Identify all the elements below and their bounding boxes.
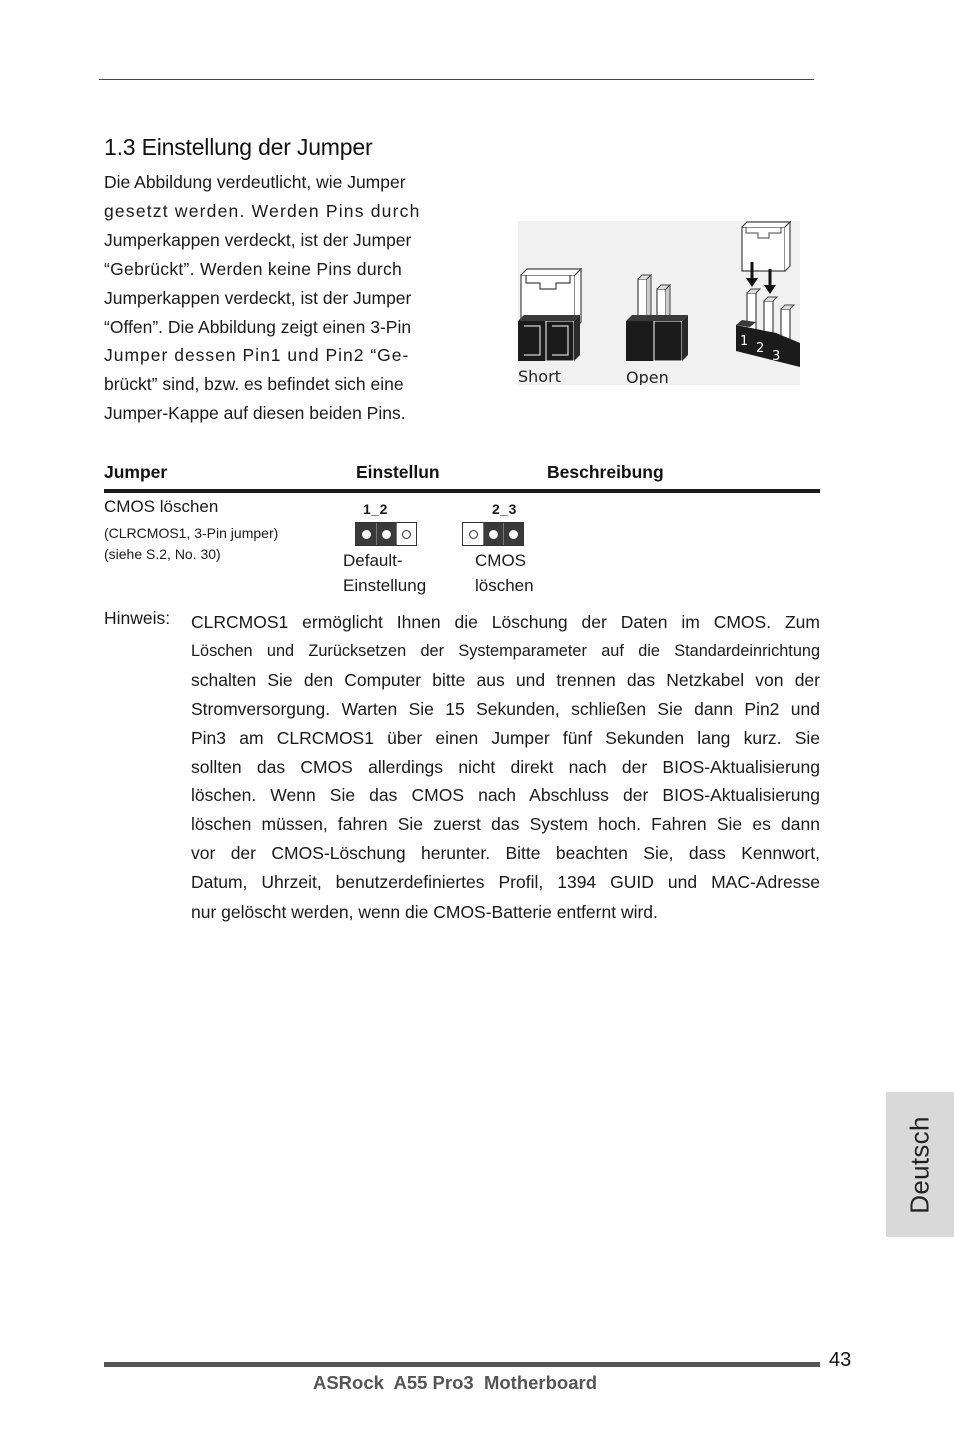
side-tab-label: Deutsch — [904, 1115, 935, 1214]
hint-paragraph — [191, 608, 820, 897]
intro-paragraph — [104, 168, 445, 428]
pin-dot — [402, 530, 411, 539]
row-jumper-reference: (siehe S.2, No. 30) — [104, 546, 221, 562]
pin-dot — [362, 530, 371, 539]
pin-3 — [503, 523, 523, 545]
hint-last-line: nur gelöscht werden, wenn die CMOS-Batterie entfernt wird. — [191, 902, 658, 922]
jumper-setting-clear — [462, 522, 524, 546]
hint-line: Pin3 am CLRCMOS1 über einen Jumper fünf Sekunden lang kurz. Sie — [191, 727, 820, 748]
footer-text: ASRock A55 Pro3 Motherboard — [312, 1372, 598, 1393]
hint-label: Hinweis: — [104, 608, 171, 628]
open-jumper — [626, 275, 688, 361]
hint-line: sollten das CMOS allerdings nicht direkt nach der BIOS-Aktualisierung — [191, 756, 820, 777]
pin-number-1: 1 — [740, 334, 749, 349]
bottom-rule — [104, 1362, 820, 1367]
language-side-tab — [886, 1092, 954, 1237]
hint-line: Stromversorgung. Warten Sie 15 Sekunden, schließen Sie dann Pin2 und — [191, 698, 820, 719]
pin-2 — [376, 523, 396, 545]
pin-1 — [356, 523, 376, 545]
pin-number-2: 2 — [756, 341, 765, 356]
short-jumper — [518, 269, 581, 361]
intro-line: Jumper dessen Pin1 und Pin2 “Ge- — [104, 345, 410, 366]
jumper-diagram-svg — [518, 221, 800, 385]
intro-line: gesetzt werden. Werden Pins durch — [104, 200, 421, 221]
section-title: 1.3 Einstellung der Jumper — [104, 134, 373, 160]
hint-line: Löschen und Zurücksetzen der Systemparameter auf die Standardeinrichtung — [191, 641, 820, 660]
row-jumper-detail: (CLRCMOS1, 3-Pin jumper) — [104, 525, 279, 541]
intro-line: “Gebrückt”. Werden keine Pins durch — [104, 258, 403, 279]
short-label: Short — [518, 367, 561, 385]
intro-line: Die Abbildung verdeutlicht, wie Jumper — [104, 172, 406, 192]
setting-b-pin-label: 2_3 — [492, 501, 517, 517]
intro-line: “Offen”. Die Abbildung zeigt einen 3-Pin — [104, 316, 412, 337]
intro-line: Jumperkappen verdeckt, ist der Jumper — [104, 229, 412, 250]
open-label: Open — [626, 368, 669, 385]
pin-dot — [382, 530, 391, 539]
row-jumper-name: CMOS löschen — [104, 497, 219, 516]
pin-1 — [463, 523, 483, 545]
footer-title — [0, 1372, 954, 1394]
pin-3 — [396, 523, 416, 545]
hint-line: löschen müssen, fahren Sie zuerst das System hoch. Fahren Sie es dann — [191, 814, 820, 835]
header-description: Beschreibung — [547, 462, 664, 482]
table-header-rule — [104, 489, 820, 493]
pin-dot — [469, 530, 478, 539]
intro-line: brückt” sind, bzw. es befindet sich eine — [104, 374, 404, 395]
hint-line: vor der CMOS-Löschung herunter. Bitte beachten Sie, dass Kennwort, — [191, 843, 820, 864]
jumper-setting-default — [355, 522, 417, 546]
jumper-illustration — [518, 221, 800, 385]
setting-a-caption: Default- — [343, 551, 403, 570]
header-jumper: Jumper — [104, 462, 168, 482]
hint-line: löschen. Wenn Sie das CMOS nach Abschluss der BIOS-Aktualisierung — [191, 785, 820, 806]
pin-2 — [483, 523, 503, 545]
setting-b-caption-2: löschen — [475, 576, 534, 595]
pin-number-3: 3 — [772, 349, 781, 364]
top-rule — [99, 79, 814, 80]
hint-line: Datum, Uhrzeit, benutzerdefiniertes Profil, 1394 GUID und MAC-Adresse — [191, 872, 820, 893]
page-number: 43 — [829, 1349, 852, 1371]
header-setting: Einstellun — [356, 462, 440, 482]
setting-a-pin-label: 1_2 — [363, 501, 388, 517]
pin-dot — [489, 530, 498, 539]
intro-line: Jumper-Kappe auf diesen beiden Pins. — [104, 403, 406, 424]
setting-b-caption: CMOS — [475, 551, 526, 570]
pin-dot — [509, 530, 518, 539]
hint-line: schalten Sie den Computer bitte aus und trennen das Netzkabel von der — [191, 669, 820, 690]
intro-line: Jumperkappen verdeckt, ist der Jumper — [104, 287, 412, 308]
setting-a-caption-2: Einstellung — [343, 576, 427, 595]
hint-line: CLRCMOS1 ermöglicht Ihnen die Löschung der Daten im CMOS. Zum — [191, 612, 820, 632]
